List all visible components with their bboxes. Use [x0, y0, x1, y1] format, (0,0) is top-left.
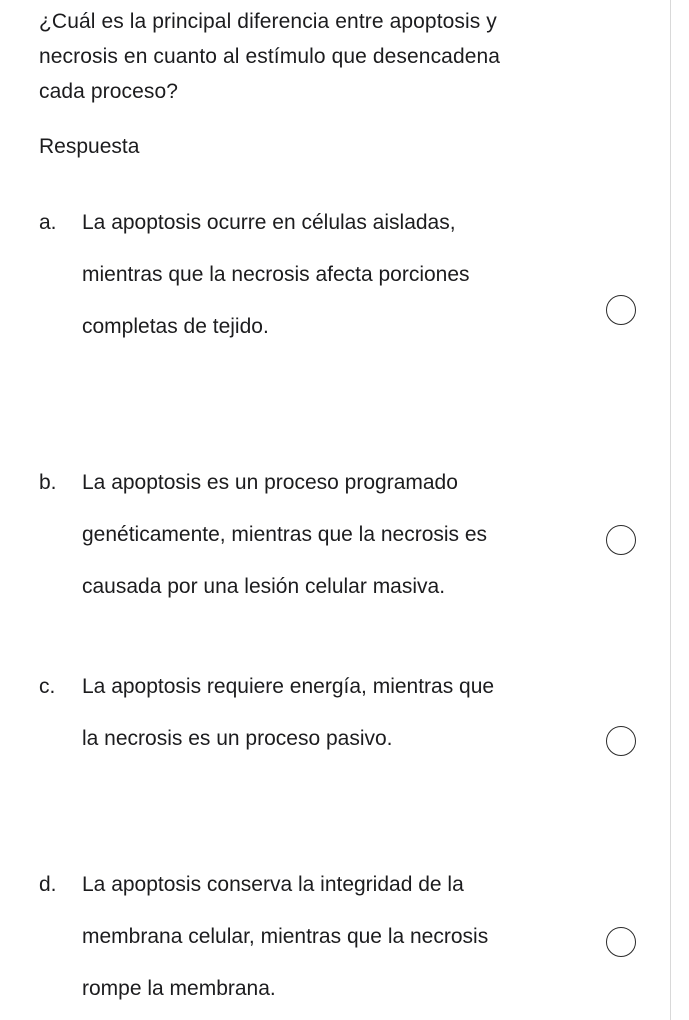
- option-text-line: La apoptosis conserva la integridad de la: [82, 873, 464, 896]
- option-text-line: La apoptosis es un proceso programado: [82, 471, 458, 494]
- question-line: ¿Cuál es la principal diferencia entre apoptosis y: [39, 10, 497, 33]
- option-text-line: membrana celular, mientras que la necrosis: [82, 925, 489, 948]
- option-text: [82, 468, 552, 624]
- option-text-line: mientras que la necrosis afecta porciones: [82, 263, 470, 286]
- option-d-radio[interactable]: [606, 927, 636, 957]
- question-text: [39, 4, 599, 109]
- option-text: [82, 672, 552, 776]
- option-letter: a.: [39, 211, 57, 234]
- option-letter: c.: [39, 675, 56, 698]
- answer-label: Respuesta: [39, 135, 140, 158]
- option-a-radio[interactable]: [606, 295, 636, 325]
- option-c-radio[interactable]: [606, 726, 636, 756]
- option-text-line: completas de tejido.: [82, 315, 269, 338]
- option-letter: d.: [39, 873, 57, 896]
- right-border: [670, 0, 671, 1020]
- option-text-line: la necrosis es un proceso pasivo.: [82, 727, 393, 750]
- option-text-line: La apoptosis requiere energía, mientras que: [82, 675, 495, 698]
- option-text-line: genéticamente, mientras que la necrosis es: [82, 523, 488, 546]
- option-text: [82, 870, 552, 1020]
- option-b-radio[interactable]: [606, 525, 636, 555]
- option-text-line: causada por una lesión celular masiva.: [82, 575, 446, 598]
- option-letter: b.: [39, 471, 57, 494]
- question-line: necrosis en cuanto al estímulo que desencadena: [39, 45, 501, 68]
- question-line: cada proceso?: [39, 80, 179, 103]
- option-text-line: rompe la membrana.: [82, 977, 276, 1000]
- option-text: [82, 208, 552, 364]
- option-text-line: La apoptosis ocurre en células aisladas,: [82, 211, 456, 234]
